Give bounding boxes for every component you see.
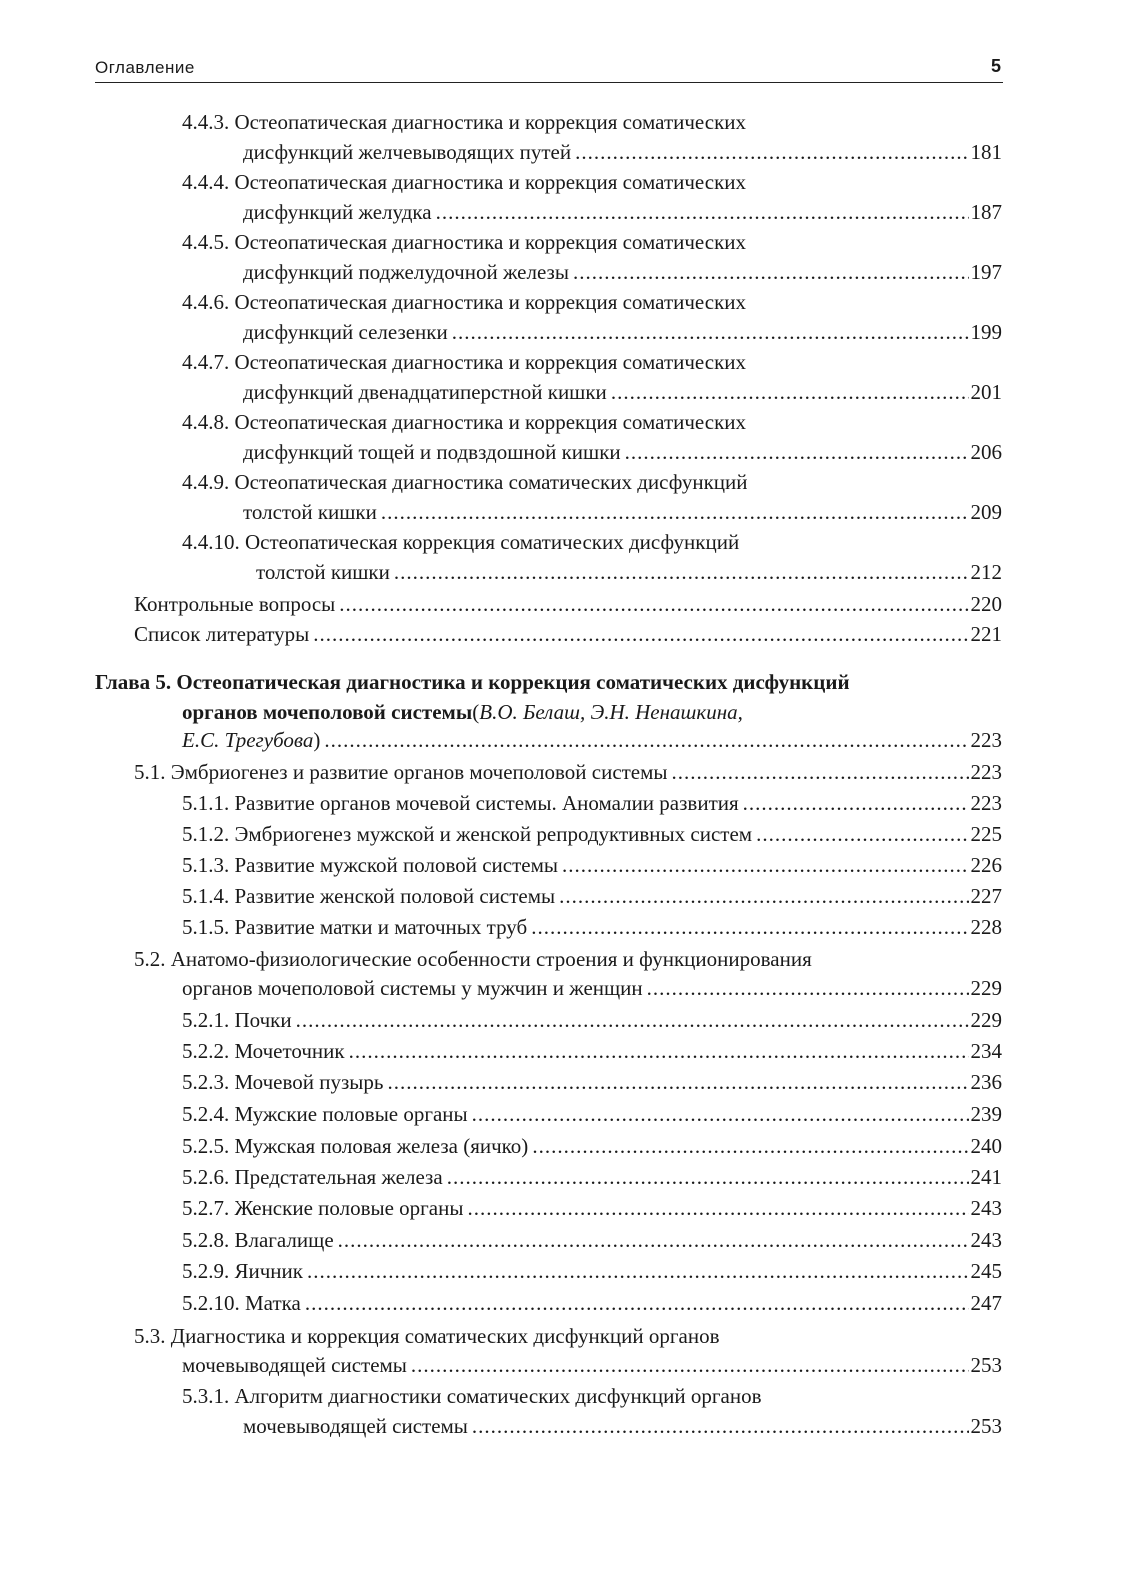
toc-entry-line bbox=[182, 105, 1002, 135]
toc-entry-title: 5.2.4. Мужские половые органы bbox=[182, 1102, 468, 1126]
toc-entry-title: 5.2.5. Мужская половая железа (яичко) bbox=[182, 1134, 529, 1158]
header-title: Оглавление bbox=[95, 58, 195, 77]
toc-page-number: 228 bbox=[970, 915, 1002, 939]
toc-entry-line bbox=[182, 971, 1002, 1001]
toc-entry-line bbox=[182, 1097, 1002, 1127]
toc-page-number: 247 bbox=[970, 1291, 1002, 1315]
toc-entry-title: 5.2.1. Почки bbox=[182, 1008, 292, 1032]
toc-entry-line bbox=[182, 1286, 1002, 1316]
chapter-title: Глава 5. Остеопатическая диагностика и коррекция соматических дисфункций bbox=[95, 670, 850, 694]
chapter-heading bbox=[95, 665, 1002, 695]
toc-entry-line bbox=[182, 1379, 1002, 1409]
toc-entry-title: дисфункций поджелудочной железы bbox=[243, 260, 569, 284]
toc-entry-line bbox=[134, 942, 1002, 972]
dot-leader bbox=[324, 727, 968, 753]
toc-entry-title: 5.2.10. Матка bbox=[182, 1291, 301, 1315]
toc-entry-title: мочевыводящей системы bbox=[182, 1353, 407, 1377]
toc-entry-title: 4.4.5. Остеопатическая диагностика и коррекция соматических bbox=[182, 230, 747, 254]
toc-page-number: 241 bbox=[970, 1165, 1002, 1189]
toc-page-number: 212 bbox=[970, 560, 1002, 584]
toc-entry-line bbox=[182, 1191, 1002, 1221]
toc-page-number: 197 bbox=[970, 260, 1002, 284]
toc-entry-line bbox=[134, 755, 1002, 785]
toc-entry-line bbox=[182, 1065, 1002, 1095]
toc-page-number: 240 bbox=[970, 1134, 1002, 1158]
dot-leader bbox=[381, 499, 969, 525]
toc-entry-title: 5.2.7. Женские половые органы bbox=[182, 1196, 464, 1220]
toc-page-number: 243 bbox=[970, 1228, 1002, 1252]
dot-leader bbox=[452, 319, 969, 345]
toc-entry-line bbox=[182, 1348, 1002, 1378]
dot-leader bbox=[296, 1007, 969, 1033]
toc-entry-title: 5.1.3. Развитие мужской половой системы bbox=[182, 853, 559, 877]
toc-page-number: 199 bbox=[970, 320, 1002, 344]
dot-leader bbox=[672, 759, 969, 785]
toc-entry-title: 5.1.5. Развитие матки и маточных труб bbox=[182, 915, 528, 939]
toc-entry-line bbox=[256, 555, 1002, 585]
toc-entry-line bbox=[182, 910, 1002, 940]
toc-entry-line bbox=[182, 1003, 1002, 1033]
toc-entry-line bbox=[182, 225, 1002, 255]
dot-leader bbox=[387, 1069, 968, 1095]
chapter-heading bbox=[182, 723, 1002, 753]
toc-page-number: 239 bbox=[970, 1102, 1002, 1126]
toc-entry-title: 5.2.8. Влагалище bbox=[182, 1228, 334, 1252]
toc-entry-title: толстой кишки bbox=[243, 500, 377, 524]
toc-entry-title: 5.1.4. Развитие женской половой системы bbox=[182, 884, 556, 908]
toc-entry-line bbox=[182, 1160, 1002, 1190]
dot-leader bbox=[472, 1101, 969, 1127]
toc-entry-title: толстой кишки bbox=[256, 560, 390, 584]
toc-entry-title: 4.4.4. Остеопатическая диагностика и коррекция соматических bbox=[182, 170, 747, 194]
dot-leader bbox=[447, 1164, 969, 1190]
toc-entry-title: 4.4.7. Остеопатическая диагностика и коррекция соматических bbox=[182, 350, 747, 374]
toc-page-number: 234 bbox=[970, 1039, 1002, 1063]
toc-entry-title: 4.4.9. Остеопатическая диагностика соматических дисфункций bbox=[182, 470, 748, 494]
dot-leader bbox=[573, 259, 969, 285]
toc-entry-title: 4.4.3. Остеопатическая диагностика и коррекция соматических bbox=[182, 110, 747, 134]
dot-leader bbox=[531, 914, 968, 940]
toc-entry-line bbox=[243, 375, 1002, 405]
toc-page-number: 229 bbox=[970, 1008, 1002, 1032]
dot-leader bbox=[575, 139, 968, 165]
toc-entry-title: Контрольные вопросы bbox=[134, 592, 336, 616]
toc-entry-line bbox=[182, 786, 1002, 816]
dot-leader bbox=[313, 621, 968, 647]
toc-entry-title: Список литературы bbox=[134, 622, 310, 646]
toc-entry-line bbox=[243, 435, 1002, 465]
toc-entry-title: дисфункций желудка bbox=[243, 200, 432, 224]
dot-leader bbox=[743, 790, 969, 816]
chapter-authors: В.О. Белаш, Э.Н. Ненашкина, bbox=[479, 700, 743, 724]
toc-page-number: 229 bbox=[970, 976, 1002, 1000]
toc-entry-title: 4.4.6. Остеопатическая диагностика и коррекция соматических bbox=[182, 290, 747, 314]
toc-entry-title: 5.2.2. Мочеточник bbox=[182, 1039, 345, 1063]
toc-entry-title: 5.2.6. Предстательная железа bbox=[182, 1165, 443, 1189]
header-page-number: 5 bbox=[990, 56, 1001, 76]
toc-entry-title: 4.4.8. Остеопатическая диагностика и коррекция соматических bbox=[182, 410, 747, 434]
dot-leader bbox=[472, 1413, 969, 1439]
toc-entry-line bbox=[243, 315, 1002, 345]
toc-entry-title: дисфункций селезенки bbox=[243, 320, 448, 344]
chapter-paren: ( bbox=[472, 700, 480, 724]
dot-leader bbox=[467, 1195, 968, 1221]
toc-entry-line bbox=[243, 495, 1002, 525]
toc-page-number: 253 bbox=[970, 1353, 1002, 1377]
dot-leader bbox=[411, 1352, 969, 1378]
toc-entry-line bbox=[182, 345, 1002, 375]
dot-leader bbox=[349, 1038, 969, 1064]
toc-entry-title: 5.2.3. Мочевой пузырь bbox=[182, 1070, 384, 1094]
dot-leader bbox=[756, 821, 968, 847]
toc-entry-line bbox=[182, 879, 1002, 909]
toc-entry-title: дисфункций двенадцатиперстной кишки bbox=[243, 380, 607, 404]
toc-page-number: 187 bbox=[970, 200, 1002, 224]
running-header bbox=[95, 52, 1003, 83]
dot-leader bbox=[394, 559, 969, 585]
toc-page-number: 221 bbox=[970, 622, 1002, 646]
dot-leader bbox=[625, 439, 969, 465]
toc-page-number: 225 bbox=[970, 822, 1002, 846]
dot-leader bbox=[436, 199, 969, 225]
toc-page-number: 253 bbox=[970, 1414, 1002, 1438]
chapter-authors: Е.С. Трегубова bbox=[182, 728, 314, 752]
toc-entry-line bbox=[182, 285, 1002, 315]
dot-leader bbox=[307, 1258, 969, 1284]
toc-page-number: 206 bbox=[970, 440, 1002, 464]
toc-page-number: 220 bbox=[970, 592, 1002, 616]
toc-entry-line bbox=[243, 255, 1002, 285]
toc-entry-line bbox=[182, 1129, 1002, 1159]
toc-page-number: 223 bbox=[970, 760, 1002, 784]
toc-page-number: 227 bbox=[970, 884, 1002, 908]
toc-entry-line bbox=[134, 587, 1002, 617]
toc-entry-line bbox=[182, 165, 1002, 195]
toc-page-number: 243 bbox=[970, 1196, 1002, 1220]
toc-entry-line bbox=[182, 1254, 1002, 1284]
toc-entry-title: 5.2.9. Яичник bbox=[182, 1259, 303, 1283]
toc-page-number: 181 bbox=[970, 140, 1002, 164]
toc-entry-title: 5.1. Эмбриогенез и развитие органов мочеполовой системы bbox=[134, 760, 668, 784]
toc-entry-title: мочевыводящей системы bbox=[243, 1414, 468, 1438]
toc-entry-title: органов мочеполовой системы у мужчин и женщин bbox=[182, 976, 643, 1000]
toc-entry-title: дисфункций желчевыводящих путей bbox=[243, 140, 572, 164]
toc-page-number: 223 bbox=[970, 728, 1002, 752]
toc-entry-title: 5.1.1. Развитие органов мочевой системы. Аномалии развития bbox=[182, 791, 739, 815]
toc-entry-line bbox=[243, 195, 1002, 225]
dot-leader bbox=[339, 591, 968, 617]
chapter-heading bbox=[182, 695, 1002, 725]
dot-leader bbox=[647, 975, 969, 1001]
toc-entry-line bbox=[182, 1223, 1002, 1253]
chapter-paren: ) bbox=[313, 728, 321, 752]
toc-entry-line bbox=[243, 135, 1002, 165]
dot-leader bbox=[532, 1133, 968, 1159]
dot-leader bbox=[305, 1290, 969, 1316]
toc-entry-line bbox=[182, 817, 1002, 847]
toc-entry-line bbox=[182, 525, 1002, 555]
toc-entry-title: 4.4.10. Остеопатическая коррекция соматических дисфункций bbox=[182, 530, 740, 554]
toc-entry-line bbox=[182, 405, 1002, 435]
dot-leader bbox=[338, 1227, 969, 1253]
toc-entry-title: 5.3. Диагностика и коррекция соматических дисфункций органов bbox=[134, 1324, 720, 1348]
toc-page-number: 223 bbox=[970, 791, 1002, 815]
toc-entry-line bbox=[182, 1034, 1002, 1064]
toc-entry-title: 5.3.1. Алгоритм диагностики соматических дисфункций органов bbox=[182, 1384, 762, 1408]
toc-entry-line bbox=[182, 465, 1002, 495]
toc-entry-line bbox=[243, 1409, 1002, 1439]
toc-page-number: 201 bbox=[970, 380, 1002, 404]
toc-page-number: 226 bbox=[970, 853, 1002, 877]
dot-leader bbox=[611, 379, 969, 405]
toc-page-number: 236 bbox=[970, 1070, 1002, 1094]
toc-entry-line bbox=[134, 1319, 1002, 1349]
toc-entry-title: дисфункций тощей и подвздошной кишки bbox=[243, 440, 621, 464]
chapter-title: органов мочеполовой системы bbox=[182, 700, 473, 724]
toc-page-number: 209 bbox=[970, 500, 1002, 524]
toc-entry-title: 5.2. Анатомо-физиологические особенности строения и функционирования bbox=[134, 947, 812, 971]
toc-entry-title: 5.1.2. Эмбриогенез мужской и женской репродуктивных систем bbox=[182, 822, 753, 846]
toc-entry-line bbox=[134, 617, 1002, 647]
dot-leader bbox=[559, 883, 968, 909]
toc-entry-line bbox=[182, 848, 1002, 878]
toc-page-number: 245 bbox=[970, 1259, 1002, 1283]
dot-leader bbox=[562, 852, 968, 878]
